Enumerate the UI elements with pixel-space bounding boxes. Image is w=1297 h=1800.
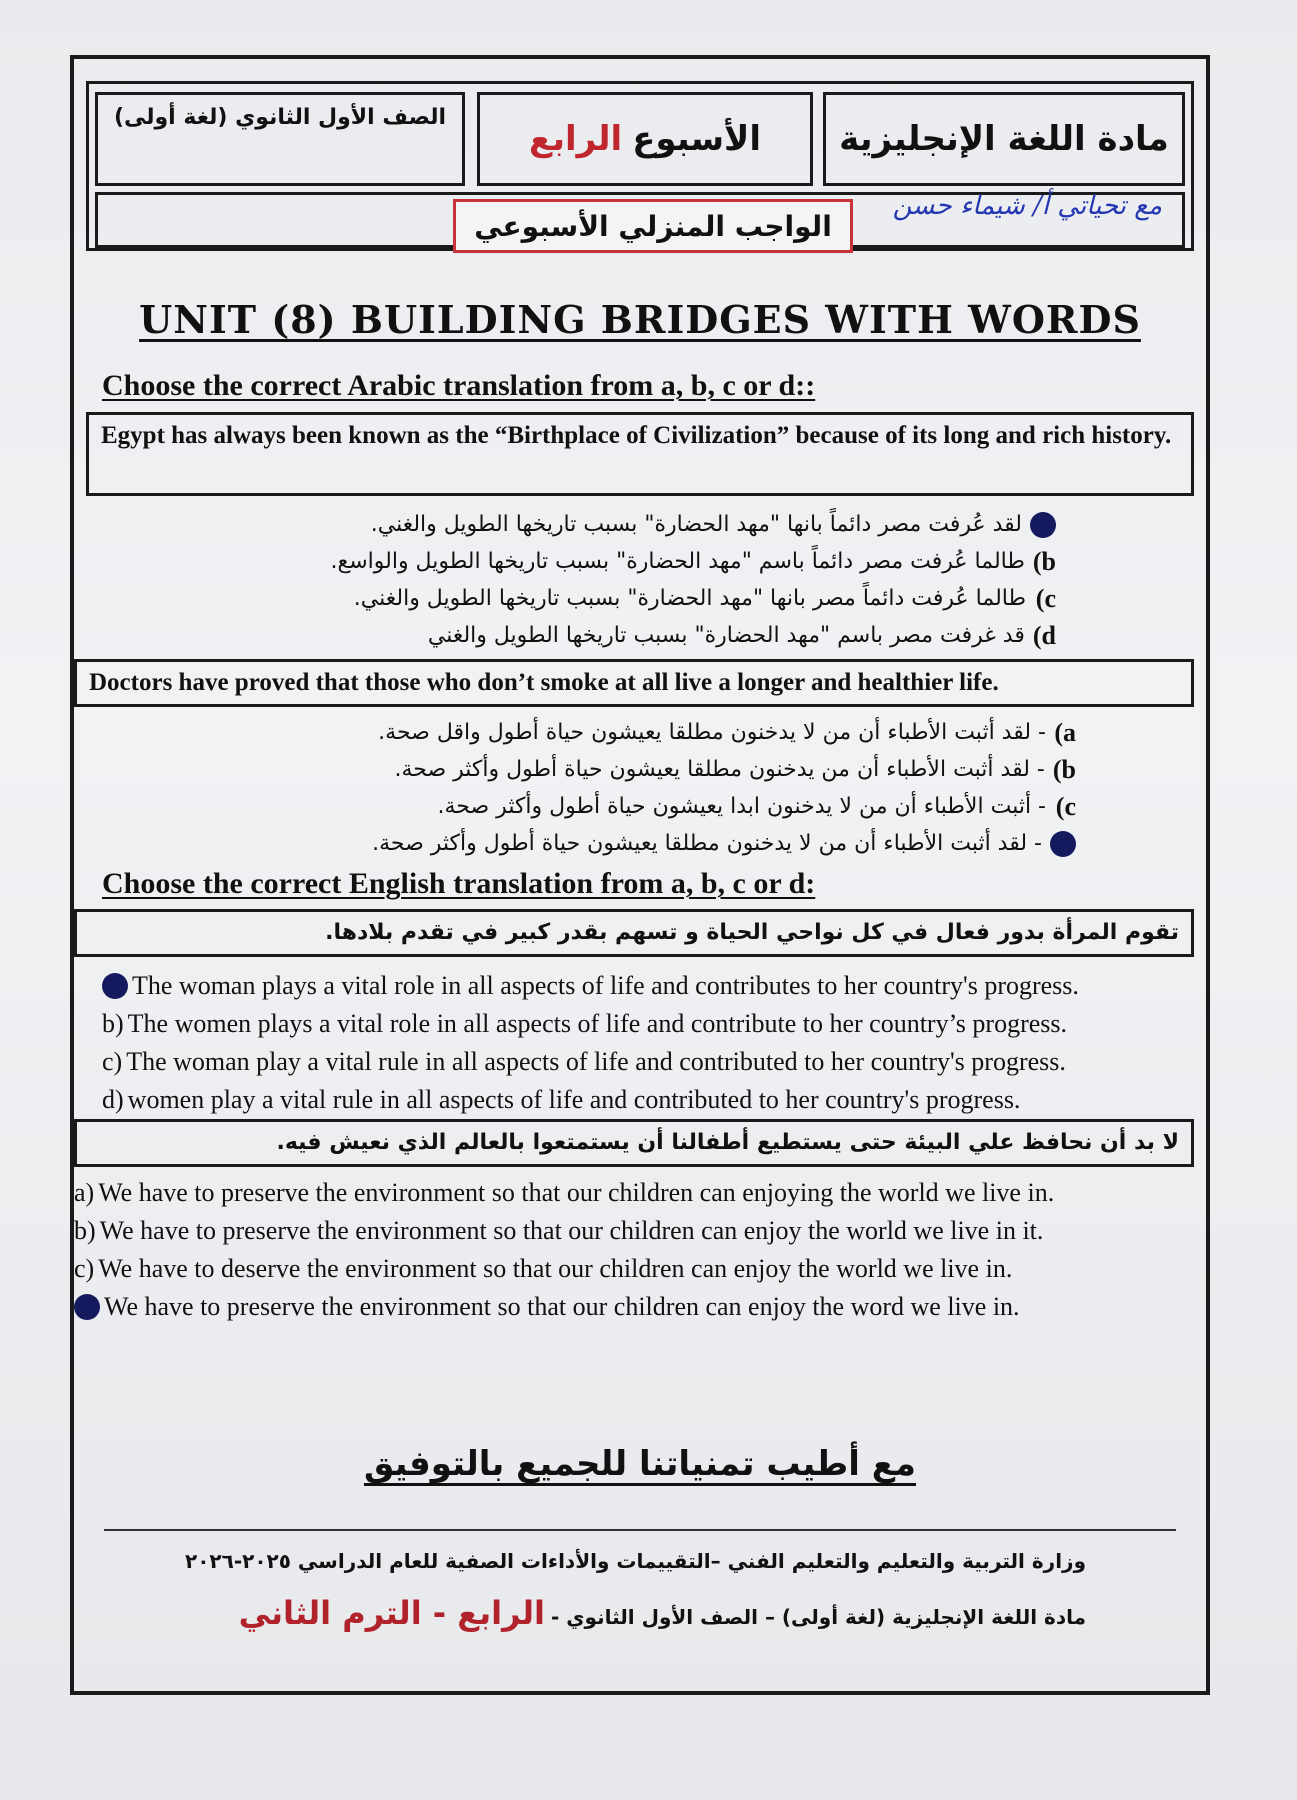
s2-q2-option-c: [74, 1250, 1054, 1288]
signature-text: مع تحياتي أ/ شيماء حسن: [892, 191, 1162, 221]
s1-q2-options: [372, 714, 1076, 862]
footer-divider: [104, 1529, 1176, 1531]
worksheet-frame: [70, 55, 1210, 1695]
s1-q2-option-b: [372, 751, 1076, 788]
option-label: c): [74, 1254, 95, 1283]
option-label: d): [102, 1085, 124, 1114]
s1-q1-option-a: [331, 506, 1056, 543]
closing-text: مع أطيب تمنياتنا للجميع بالتوفيق: [363, 1444, 916, 1484]
subject-cell: [823, 92, 1185, 186]
answer-mark: [1030, 512, 1056, 538]
option-label: a): [1054, 718, 1076, 747]
option-text: - لقد أثبت الأطباء أن من لا يدخنون مطلقا يعيشون حياة أطول واقل صحة.: [378, 720, 1046, 745]
header-table: [86, 81, 1194, 251]
option-text: We have to preserve the environment so that our children can enjoy the word we live in.: [104, 1292, 1020, 1321]
option-text: طالما عُرفت دائماً مصر بانها "مهد الحضارة" بسبب تاريخها الطويل والغني.: [353, 586, 1026, 611]
header-row-2: [95, 192, 1185, 248]
option-text: We have to deserve the environment so that our children can enjoy the world we live in.: [98, 1254, 1013, 1283]
s2-q1-option-d: [102, 1081, 1079, 1119]
option-label: a): [74, 1178, 95, 1207]
s1-q2-option-d: [372, 825, 1076, 862]
option-label: c): [1055, 792, 1076, 821]
unit-title-text: UNIT (8) BUILDING BRIDGES WITH WORDS: [139, 297, 1141, 342]
s2-q2-option-b: [74, 1212, 1054, 1250]
option-text: The woman play a vital rule in all aspects of life and contributed to her country's progress.: [126, 1047, 1066, 1076]
option-text: - لقد أثبت الأطباء أن من يدخنون مطلقا يعيشون حياة أطول وأكثر صحة.: [394, 757, 1045, 782]
s1-q2-sentence: Doctors have proved that those who don’t smoke at all live a longer and healthier life.: [74, 659, 1194, 707]
s2-q1-option-a: [102, 967, 1079, 1005]
section1-title: Choose the correct Arabic translation from a, b, c or d::: [102, 369, 816, 402]
homework-text: الواجب المنزلي الأسبوعي: [474, 209, 832, 243]
option-text: قد غرفت مصر باسم "مهد الحضارة" بسبب تاريخها الطويل والغني: [427, 623, 1025, 648]
week-prefix: الأسبوع: [632, 119, 762, 159]
option-text: We have to preserve the environment so that our children can enjoying the world we live in.: [98, 1178, 1055, 1207]
s2-q2-option-a: [74, 1174, 1054, 1212]
footer-term: الرابع - الترم الثاني: [238, 1594, 545, 1632]
grade-label: الصف الأول الثانوي (لغة أولى): [113, 105, 447, 130]
answer-mark: [1050, 831, 1076, 857]
grade-cell: [95, 92, 465, 186]
option-label: b): [1052, 755, 1076, 784]
option-label: d): [1032, 621, 1056, 650]
option-text: The woman plays a vital role in all aspects of life and contributes to her country's progress.: [132, 971, 1079, 1000]
week-cell: [477, 92, 813, 186]
week-number: الرابع: [528, 119, 623, 159]
closing-wishes: [74, 1444, 1206, 1484]
unit-title: [74, 297, 1206, 342]
s1-q2-option-a: [372, 714, 1076, 751]
s1-q1-sentence: Egypt has always been known as the “Birthplace of Civilization” because of its long and rich history.: [86, 412, 1194, 496]
s1-q1-options: [331, 506, 1056, 654]
s2-q2-sentence: لا بد أن نحافظ علي البيئة حتى يستطيع أطفالنا أن يستمتعوا بالعالم الذي نعيش فيه.: [74, 1119, 1194, 1167]
subject-label: مادة اللغة الإنجليزية: [839, 119, 1169, 159]
footer-course-text: مادة اللغة الإنجليزية (لغة أولى) – الصف الأول الثانوي -: [550, 1605, 1086, 1629]
option-label: b): [1032, 547, 1056, 576]
footer-course: [239, 1594, 1086, 1632]
option-label: b): [102, 1009, 124, 1038]
s1-q1-option-d: [331, 617, 1056, 654]
option-label: c): [1035, 584, 1056, 613]
s2-q1-sentence: تقوم المرأة بدور فعال في كل نواحي الحياة و تسهم بقدر كبير في تقدم بلادها.: [74, 909, 1194, 957]
option-text: - لقد أثبت الأطباء أن من لا يدخنون مطلقا يعيشون حياة أطول وأكثر صحة.: [372, 831, 1042, 856]
option-text: The women plays a vital role in all aspects of life and contribute to her country’s progress.: [127, 1009, 1068, 1038]
s1-q1-option-b: [331, 543, 1056, 580]
option-text: طالما عُرفت مصر دائماً باسم "مهد الحضارة" بسبب تاريخها الطويل والواسع.: [330, 549, 1025, 574]
option-text: - أثبت الأطباء أن من لا يدخنون ابدا يعيشون حياة أطول وأكثر صحة.: [437, 794, 1046, 819]
homework-title: [453, 199, 853, 253]
s1-q2-option-c: [372, 788, 1076, 825]
option-text: We have to preserve the environment so that our children can enjoy the world we live in it.: [99, 1216, 1044, 1245]
option-label: b): [74, 1216, 96, 1245]
s2-q1-option-b: [102, 1005, 1079, 1043]
s2-q1-option-c: [102, 1043, 1079, 1081]
option-label: c): [102, 1047, 123, 1076]
section2-title: Choose the correct English translation from a, b, c or d:: [102, 867, 816, 900]
answer-mark: [74, 1294, 100, 1320]
teacher-signature: [892, 191, 1162, 255]
s2-q2-options: [74, 1174, 1054, 1326]
s2-q1-options: [102, 967, 1079, 1119]
option-text: لقد عُرفت مصر دائماً بانها "مهد الحضارة" بسبب تاريخها الطويل والغني.: [370, 512, 1022, 537]
answer-mark: [102, 973, 128, 999]
footer-ministry: وزارة التربية والتعليم والتعليم الفني –التقييمات والأداءات الصفية للعام الدراسي ٢٠٢٥-٢٠٢٦: [185, 1549, 1086, 1573]
s2-q2-option-d: [74, 1288, 1054, 1326]
s1-q1-option-c: [331, 580, 1056, 617]
option-text: women play a vital rule in all aspects of life and contributed to her country's progress.: [127, 1085, 1021, 1114]
